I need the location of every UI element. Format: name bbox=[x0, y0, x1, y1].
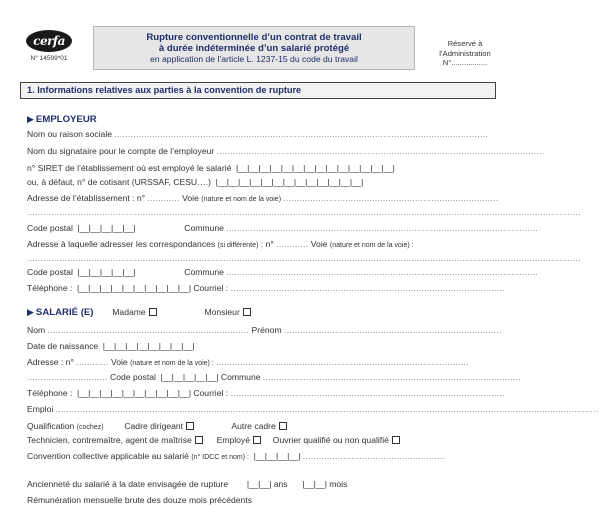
employeur-cp2-label: Code postal bbox=[27, 267, 73, 277]
salarie-convention-label: Convention collective applicable au salarié bbox=[27, 451, 189, 461]
salarie-naissance-field[interactable]: |__|__|__|__|__|__|__|__| bbox=[100, 341, 195, 351]
employeur-heading: EMPLOYEUR bbox=[35, 114, 97, 125]
employeur-adresse-cont-row bbox=[27, 206, 581, 218]
employeur-cotisant-label: ou, à défaut, n° de cotisant (URSSAF, CESU….) bbox=[27, 177, 211, 187]
section-1-title: 1. Informations relatives aux parties à la convention de rupture bbox=[20, 82, 496, 99]
employeur-corresp-cont-field[interactable]: .............................................................................................................................................................................................................. bbox=[27, 253, 581, 263]
cerfa-logo: cerfa bbox=[26, 30, 72, 52]
salarie-heading: SALARIÉ (E) bbox=[35, 307, 94, 318]
technicien-label: Technicien, contremaître, agent de maîtrise bbox=[27, 435, 192, 445]
salarie-convention-field[interactable]: ..................................................... bbox=[302, 451, 446, 461]
salarie-cp-label: Code postal bbox=[110, 372, 156, 382]
salarie-nom-label: Nom bbox=[27, 325, 46, 335]
technicien-checkbox[interactable] bbox=[195, 436, 203, 444]
employeur-courriel-field[interactable]: ...................................................................................................... bbox=[230, 283, 505, 293]
salarie-anciennete-mois-field[interactable]: |__|__| bbox=[302, 479, 327, 489]
employeur-voie2-hint: (nature et nom de la voie) : bbox=[329, 242, 414, 249]
employeur-cotisant-field[interactable]: |__|__|__|__|__|__|__|__|__|__|__|__|__| bbox=[213, 177, 364, 187]
salarie-nom-field[interactable]: ........................................................................... bbox=[47, 325, 250, 335]
salarie-adresse-cont-field[interactable]: .............................. bbox=[27, 372, 108, 382]
employeur-voie-hint: (nature et nom de la voie) bbox=[201, 196, 282, 203]
employeur-nom-label: Nom ou raison sociale bbox=[27, 129, 113, 139]
employeur-adresse-cont-field[interactable]: .............................................................................................................................................................................................................. bbox=[27, 207, 581, 217]
salarie-anciennete-label: Ancienneté du salarié à la date envisagée de rupture bbox=[27, 479, 229, 489]
salarie-adresse-row bbox=[27, 356, 497, 368]
mois-label: mois bbox=[329, 479, 348, 489]
admin-reserved-block bbox=[419, 39, 511, 68]
salarie-convention-row bbox=[27, 450, 497, 462]
salarie-qualification-row bbox=[27, 420, 497, 432]
employeur-commune2-label: Commune bbox=[184, 267, 224, 277]
employeur-cotisant-row bbox=[27, 176, 497, 188]
salarie-courriel-label: Courriel : bbox=[193, 388, 229, 398]
salarie-idcc-field[interactable]: |__|__|__|__| bbox=[251, 451, 301, 461]
employeur-cp-label: Code postal bbox=[27, 223, 73, 233]
madame-checkbox[interactable] bbox=[149, 308, 157, 316]
employeur-corresp-hint: (si différente) bbox=[217, 242, 259, 249]
employeur-corresp-n-label: : n° bbox=[260, 239, 274, 249]
madame-label: Madame bbox=[112, 307, 146, 317]
employeur-nom-field[interactable]: ........................................................................................................................................... bbox=[114, 129, 488, 139]
employeur-cp-field[interactable]: |__|__|__|__|__| bbox=[75, 223, 136, 233]
salarie-adresse-num-field[interactable]: ............ bbox=[76, 357, 109, 367]
monsieur-checkbox[interactable] bbox=[243, 308, 251, 316]
cadre-dirigeant-label: Cadre dirigeant bbox=[124, 421, 184, 431]
employeur-commune-field[interactable]: .................................................................................................................... bbox=[226, 223, 539, 233]
salarie-anciennete-ans-field[interactable]: |__|__| bbox=[246, 479, 272, 489]
salarie-heading-row bbox=[27, 306, 497, 318]
employeur-tel-row bbox=[27, 282, 505, 294]
salarie-qualification-label: Qualification bbox=[27, 421, 75, 431]
employeur-corresp-num-field[interactable]: ............ bbox=[276, 239, 309, 249]
employeur-adresse-num-field[interactable]: ............ bbox=[147, 193, 180, 203]
triangle-right-icon: ▶ bbox=[27, 307, 34, 317]
employeur-commune2-field[interactable]: .................................................................................................................... bbox=[226, 267, 539, 277]
ouvrier-label: Ouvrier qualifié ou non qualifié bbox=[272, 435, 389, 445]
form-title-line1: Rupture conventionnelle d’un contrat de travail bbox=[146, 32, 362, 43]
salarie-cp-row bbox=[27, 371, 521, 383]
employeur-corresp-label: Adresse à laquelle adresser les correspondances bbox=[27, 239, 216, 249]
autre-cadre-label: Autre cadre bbox=[231, 421, 276, 431]
employeur-cp2-field[interactable]: |__|__|__|__|__| bbox=[75, 267, 136, 277]
ans-label: ans bbox=[273, 479, 288, 489]
employeur-cp-row bbox=[27, 222, 539, 234]
employeur-commune-label: Commune bbox=[184, 223, 224, 233]
salarie-naissance-label: Date de naissance bbox=[27, 341, 99, 351]
employeur-corresp-row bbox=[27, 238, 497, 250]
employeur-siret-field[interactable]: |__|__|__|__|__|__|__|__|__|__|__|__|__|__| bbox=[233, 163, 395, 173]
salarie-adresse-label: Adresse : n° bbox=[27, 357, 74, 367]
salarie-tel-label: Téléphone : bbox=[27, 388, 73, 398]
employeur-siret-label: n° SIRET de l’établissement où est employé le salarié bbox=[27, 163, 232, 173]
employeur-signataire-label: Nom du signataire pour le compte de l’employeur bbox=[27, 146, 215, 156]
admin-line2: l’Administration bbox=[439, 48, 491, 58]
employeur-voie-label: Voie bbox=[182, 193, 199, 203]
salarie-anciennete-row bbox=[27, 478, 497, 490]
employeur-tel-label: Téléphone : bbox=[27, 283, 73, 293]
salarie-tel-field[interactable]: |__|__|__|__|__|__|__|__|__|__| bbox=[74, 388, 191, 398]
salarie-remuneration-label: Rémunération mensuelle brute des douze mois précédents bbox=[27, 495, 252, 505]
employeur-siret-row bbox=[27, 162, 497, 174]
salarie-commune-label: Commune bbox=[220, 372, 261, 382]
cerfa-number: N° 14599*01 bbox=[30, 55, 68, 62]
salarie-tel-row bbox=[27, 387, 505, 399]
salarie-qualification-hint: (cochez) bbox=[76, 424, 104, 431]
employeur-cp2-row bbox=[27, 266, 539, 278]
form-title-box bbox=[93, 26, 415, 70]
employe-label: Employé bbox=[216, 435, 251, 445]
salarie-qualification-row2 bbox=[27, 434, 497, 446]
employeur-heading-row bbox=[27, 113, 497, 125]
salarie-prenom-label: Prénom bbox=[251, 325, 282, 335]
salarie-naissance-row bbox=[27, 340, 497, 352]
autre-cadre-checkbox[interactable] bbox=[279, 422, 287, 430]
employe-checkbox[interactable] bbox=[253, 436, 261, 444]
salarie-prenom-field[interactable]: ................................................................................. bbox=[284, 325, 502, 335]
admin-line1: Réservé à bbox=[447, 39, 483, 48]
salarie-cp-field[interactable]: |__|__|__|__|__| bbox=[158, 372, 219, 382]
salarie-nom-row bbox=[27, 324, 502, 336]
salarie-voie-hint: (nature et nom de la voie) : bbox=[130, 360, 214, 367]
employeur-corresp-cont-row bbox=[27, 252, 581, 264]
employeur-signataire-field[interactable]: .......................................................................................................................... bbox=[216, 146, 545, 156]
cerfa-logo-block bbox=[14, 30, 84, 62]
form-title-line3: en application de l’article L. 1237-15 du code du travail bbox=[150, 54, 358, 64]
employeur-adresse-row bbox=[27, 192, 497, 204]
employeur-nom-row bbox=[27, 128, 497, 140]
triangle-right-icon: ▶ bbox=[27, 114, 34, 124]
employeur-voie2-label: Voie bbox=[310, 239, 328, 249]
form-header bbox=[0, 20, 516, 78]
employeur-tel-field[interactable]: |__|__|__|__|__|__|__|__|__|__| bbox=[74, 283, 191, 293]
salarie-remuneration-row bbox=[27, 494, 497, 506]
employeur-adresse-label: Adresse de l’établissement : n° bbox=[27, 193, 146, 203]
employeur-voie-field[interactable]: ................................................................................ bbox=[283, 193, 499, 203]
salarie-convention-hint: (n° IDCC et nom) : bbox=[191, 454, 249, 461]
salarie-commune-field[interactable]: ................................................................................................ bbox=[262, 372, 521, 382]
salarie-courriel-field[interactable]: ...................................................................................................... bbox=[230, 388, 505, 398]
admin-number-field[interactable]: N°................. bbox=[442, 58, 488, 67]
employeur-courriel-label: Courriel : bbox=[193, 283, 229, 293]
salarie-voie-field[interactable]: .............................................................................................. bbox=[216, 357, 469, 367]
form-title-line2: à durée indéterminée d’un salarié protégé bbox=[158, 43, 350, 54]
salarie-voie-label: Voie bbox=[110, 357, 128, 367]
salarie-emploi-label: Emploi bbox=[27, 404, 54, 414]
ouvrier-checkbox[interactable] bbox=[392, 436, 400, 444]
salarie-emploi-row bbox=[27, 403, 599, 415]
employeur-signataire-row bbox=[27, 145, 545, 157]
monsieur-label: Monsieur bbox=[204, 307, 240, 317]
cadre-dirigeant-checkbox[interactable] bbox=[186, 422, 194, 430]
salarie-emploi-field[interactable]: .......................................................................................................................................................................................................... bbox=[55, 404, 599, 414]
